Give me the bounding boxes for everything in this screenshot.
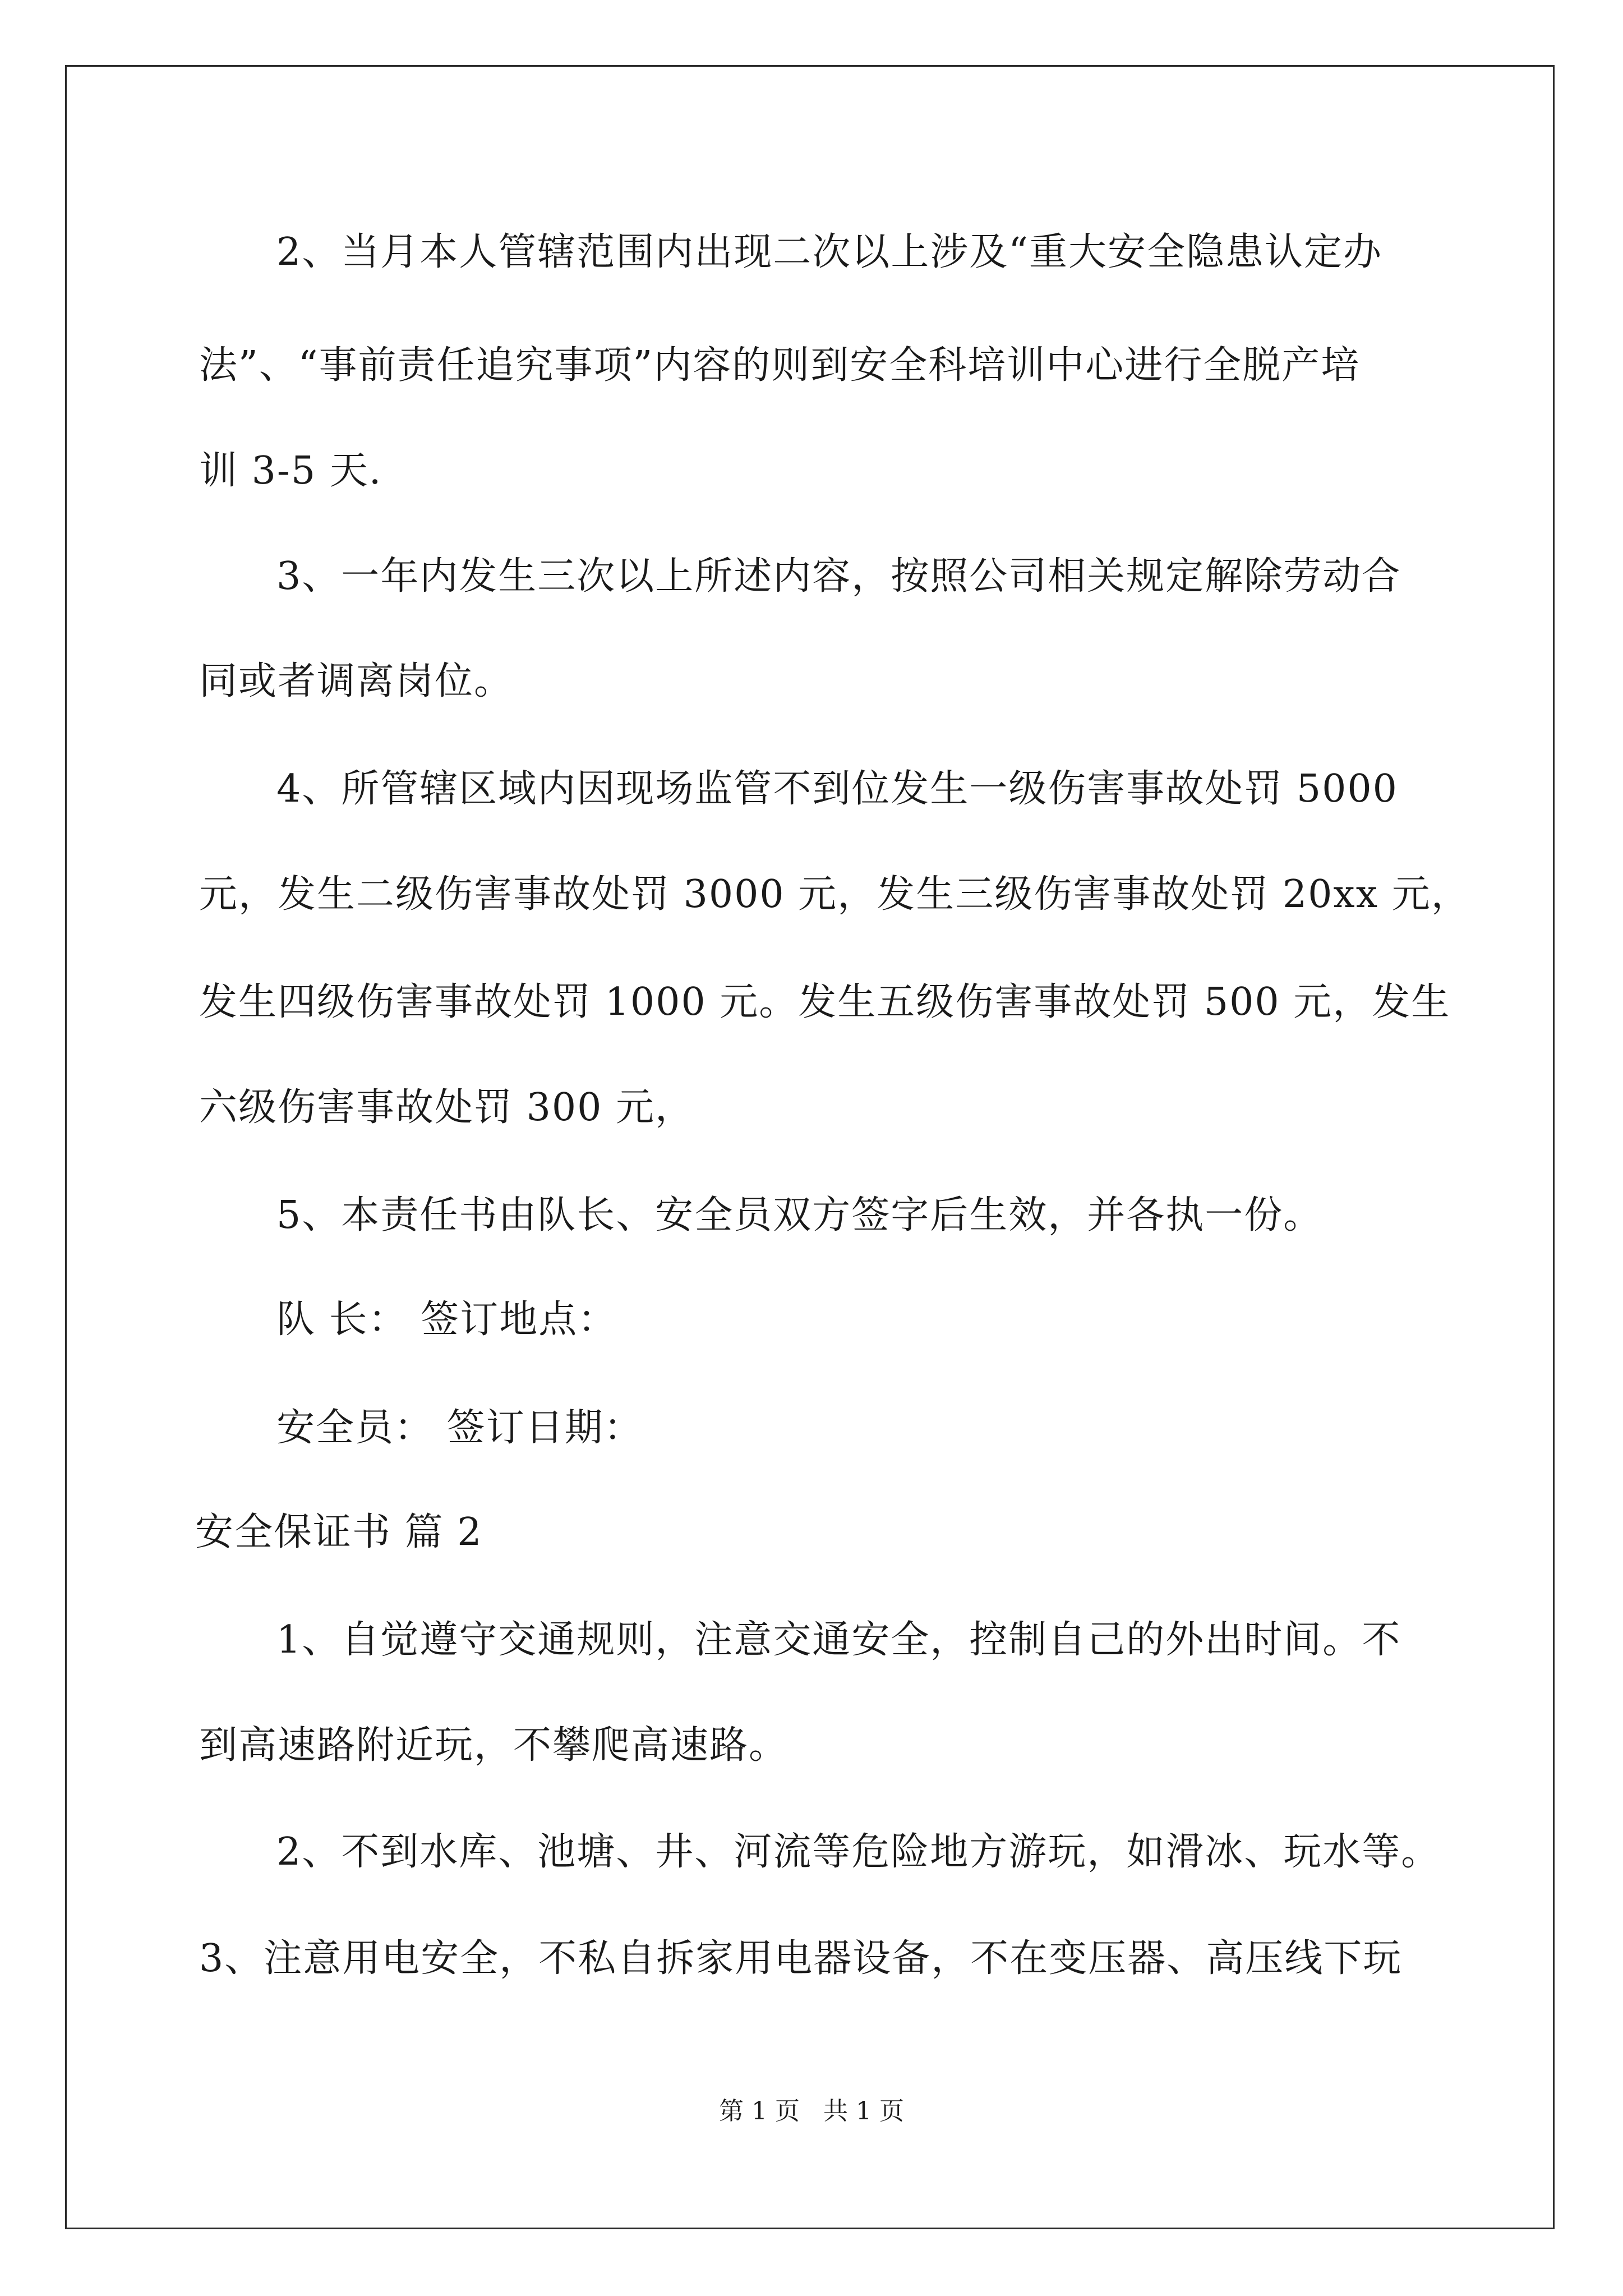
paragraph-line: 发生四级伤害事故处罚 1000 元。发生五级伤害事故处罚 500 元，发生 — [199, 980, 1451, 1024]
paragraph-line: 4、所管辖区域内因现场监管不到位发生一级伤害事故处罚 5000 — [276, 767, 1398, 811]
paragraph-line: 1、自觉遵守交通规则，注意交通安全，控制自己的外出时间。不 — [276, 1618, 1401, 1662]
paragraph-line: 同或者调离岗位。 — [199, 659, 514, 703]
page-border — [65, 65, 1555, 2229]
paragraph-line: 2、不到水库、池塘、井、河流等危险地方游玩，如滑冰、玩水等。 — [276, 1830, 1441, 1874]
paragraph-line: 2、当月本人管辖范围内出现二次以上涉及“重大安全隐患认定办 — [276, 230, 1383, 274]
paragraph-line: 训 3-5 天. — [199, 449, 382, 493]
paragraph-line: 元，发生二级伤害事故处罚 3000 元，发生三级伤害事故处罚 20xx 元， — [199, 872, 1470, 917]
paragraph-line: 5、本责任书由队长、安全员双方签字后生效，并各执一份。 — [276, 1193, 1323, 1237]
signature-line-captain: 队 长： 签订地点： — [276, 1297, 617, 1342]
paragraph-line: 到高速路附近玩，不攀爬高速路。 — [199, 1723, 789, 1768]
paragraph-line: 3、一年内发生三次以上所述内容，按照公司相关规定解除劳动合 — [276, 554, 1401, 599]
page-footer: 第 1 页 共 1 页 — [719, 2097, 904, 2125]
paragraph-line: 六级伤害事故处罚 300 元， — [199, 1085, 695, 1130]
signature-line-safety-officer: 安全员： 签订日期： — [276, 1406, 643, 1450]
section-heading: 安全保证书 篇 2 — [195, 1510, 483, 1554]
paragraph-line: 法”、“事前责任追究事项”内容的则到安全科培训中心进行全脱产培 — [199, 343, 1361, 388]
paragraph-line: 3、注意用电安全，不私自拆家用电器设备，不在变压器、高压线下玩 — [199, 1936, 1403, 1981]
